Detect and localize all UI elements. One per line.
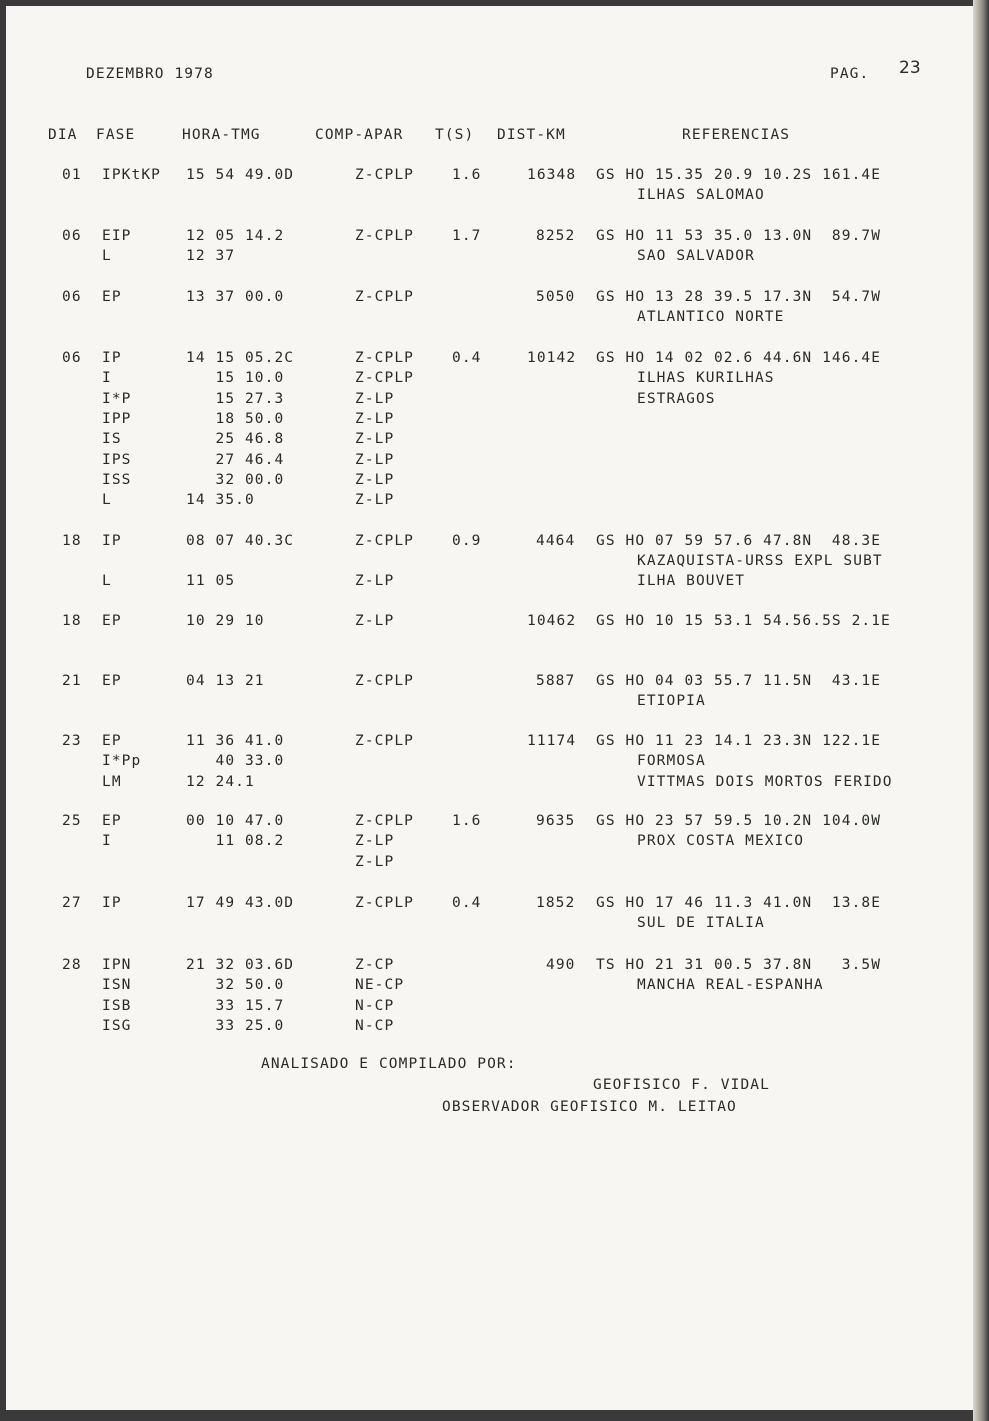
event-reference: GS HO 11 23 14.1 23.3N 122.1E [596,733,882,749]
event-distance: 10142 [527,350,577,366]
event-day: 28 [62,957,82,973]
footer-compiled-by: ANALISADO E COMPILADO POR: [261,1056,517,1072]
document-page [6,6,974,1410]
event-reference: ETIOPIA [637,693,706,709]
event-phase: ISS [102,472,132,488]
event-distance: 11174 [527,733,577,749]
col-dist-header: DIST-KM [497,127,566,143]
event-time: 18 50.0 [186,411,285,427]
event-time: 17 49 43.0D [186,895,295,911]
page-label: PAG. [830,66,870,82]
event-reference: GS HO 11 53 35.0 13.0N 89.7W [596,228,882,244]
event-time: 11 08.2 [186,833,285,849]
event-component: Z-CPLP [355,228,414,244]
event-time: 14 35.0 [186,492,255,508]
event-phase: LM [102,774,122,790]
event-component: Z-CPLP [355,289,414,305]
event-reference: GS HO 10 15 53.1 54.56.5S 2.1E [596,613,891,629]
event-component: Z-LP [355,492,395,508]
event-reference: GS HO 13 28 39.5 17.3N 54.7W [596,289,882,305]
event-distance: 5050 [536,289,576,305]
event-component: Z-LP [355,391,395,407]
event-time: 08 07 40.3C [186,533,295,549]
event-time: 27 46.4 [186,452,285,468]
event-phase: IPN [102,957,132,973]
event-phase: IP [102,895,122,911]
event-component: NE-CP [355,977,405,993]
event-time: 21 32 03.6D [186,957,295,973]
event-day: 23 [62,733,82,749]
event-time: 10 29 10 [186,613,265,629]
event-component: Z-CPLP [355,673,414,689]
event-component: Z-LP [355,854,395,870]
event-time: 11 36 41.0 [186,733,285,749]
event-time: 11 05 [186,573,236,589]
event-component: Z-LP [355,573,395,589]
event-reference: VITTMAS DOIS MORTOS FERIDO [637,774,893,790]
event-reference: ATLANTICO NORTE [637,309,785,325]
event-phase: EP [102,813,122,829]
footer-observer: OBSERVADOR GEOFISICO M. LEITAO [442,1099,737,1115]
event-day: 01 [62,167,82,183]
event-reference: KAZAQUISTA-URSS EXPL SUBT [637,553,883,569]
event-period: 1.6 [452,813,482,829]
event-time: 32 50.0 [186,977,285,993]
event-time: 25 46.8 [186,431,285,447]
event-time: 12 24.1 [186,774,255,790]
event-component: N-CP [355,1018,395,1034]
event-distance: 5887 [536,673,576,689]
event-phase: EP [102,613,122,629]
event-distance: 1852 [536,895,576,911]
event-phase: EP [102,289,122,305]
event-period: 0.4 [452,350,482,366]
event-component: Z-LP [355,613,395,629]
event-component: Z-CPLP [355,533,414,549]
event-phase: IPKtKP [102,167,161,183]
footer-analyst: GEOFISICO F. VIDAL [593,1077,770,1093]
event-component: Z-CPLP [355,350,414,366]
event-period: 0.9 [452,533,482,549]
event-reference: ILHA BOUVET [637,573,746,589]
event-reference: GS HO 17 46 11.3 41.0N 13.8E [596,895,882,911]
event-time: 33 15.7 [186,998,285,1014]
event-day: 27 [62,895,82,911]
event-reference: GS HO 23 57 59.5 10.2N 104.0W [596,813,882,829]
page-title: DEZEMBRO 1978 [86,66,214,82]
event-distance: 9635 [536,813,576,829]
col-referencias-header: REFERENCIAS [682,127,791,143]
col-hora-header: HORA-TMG [182,127,261,143]
event-phase: ISG [102,1018,132,1034]
event-distance: 8252 [536,228,576,244]
event-time: 12 37 [186,248,236,264]
event-time: 15 54 49.0D [186,167,295,183]
event-distance: 4464 [536,533,576,549]
col-fase-header: FASE [96,127,136,143]
event-component: N-CP [355,998,395,1014]
event-reference: TS HO 21 31 00.5 37.8N 3.5W [596,957,882,973]
col-comp-header: COMP-APAR [315,127,404,143]
event-period: 0.4 [452,895,482,911]
page-number: 23 [899,58,921,78]
event-component: Z-LP [355,472,395,488]
event-reference: GS HO 14 02 02.6 44.6N 146.4E [596,350,882,366]
event-reference: PROX COSTA MEXICO [637,833,805,849]
event-phase: IP [102,350,122,366]
event-phase: IS [102,431,122,447]
event-period: 1.6 [452,167,482,183]
event-day: 18 [62,613,82,629]
event-time: 40 33.0 [186,753,285,769]
event-phase: EP [102,733,122,749]
event-time: 12 05 14.2 [186,228,285,244]
event-day: 06 [62,350,82,366]
event-phase: IPS [102,452,132,468]
col-ts-header: T(S) [435,127,475,143]
event-phase: L [102,573,112,589]
event-phase: IP [102,533,122,549]
event-component: Z-LP [355,452,395,468]
event-reference: GS HO 07 59 57.6 47.8N 48.3E [596,533,882,549]
event-phase: L [102,248,112,264]
event-reference: FORMOSA [637,753,706,769]
event-reference: GS HO 15.35 20.9 10.2S 161.4E [596,167,882,183]
event-phase: EP [102,673,122,689]
event-component: Z-CPLP [355,895,414,911]
event-component: Z-CP [355,957,395,973]
event-time: 33 25.0 [186,1018,285,1034]
event-time: 14 15 05.2C [186,350,295,366]
event-component: Z-LP [355,411,395,427]
event-reference: MANCHA REAL-ESPANHA [637,977,824,993]
event-reference: GS HO 04 03 55.7 11.5N 43.1E [596,673,882,689]
event-component: Z-CPLP [355,370,414,386]
event-phase: I*P [102,391,132,407]
event-component: Z-CPLP [355,813,414,829]
event-time: 15 27.3 [186,391,285,407]
event-component: Z-CPLP [355,733,414,749]
event-reference: SUL DE ITALIA [637,915,765,931]
event-time: 15 10.0 [186,370,285,386]
event-phase: I [102,370,112,386]
event-reference: ESTRAGOS [637,391,716,407]
event-day: 06 [62,228,82,244]
event-time: 04 13 21 [186,673,265,689]
event-phase: IPP [102,411,132,427]
event-reference: ILHAS SALOMAO [637,187,765,203]
event-phase: I [102,833,112,849]
event-component: Z-LP [355,833,395,849]
event-component: Z-LP [355,431,395,447]
event-phase: I*Pp [102,753,142,769]
event-phase: ISB [102,998,132,1014]
event-phase: ISN [102,977,132,993]
event-component: Z-CPLP [355,167,414,183]
event-distance: 10462 [527,613,577,629]
event-distance: 490 [546,957,576,973]
event-time: 00 10 47.0 [186,813,285,829]
event-phase: EIP [102,228,132,244]
event-day: 25 [62,813,82,829]
event-phase: L [102,492,112,508]
event-reference: SAO SALVADOR [637,248,755,264]
page-edge-shadow [973,0,989,1421]
event-day: 06 [62,289,82,305]
event-distance: 16348 [527,167,577,183]
event-period: 1.7 [452,228,482,244]
event-time: 13 37 00.0 [186,289,285,305]
event-day: 21 [62,673,82,689]
event-reference: ILHAS KURILHAS [637,370,775,386]
event-time: 32 00.0 [186,472,285,488]
event-day: 18 [62,533,82,549]
col-dia-header: DIA [48,127,78,143]
